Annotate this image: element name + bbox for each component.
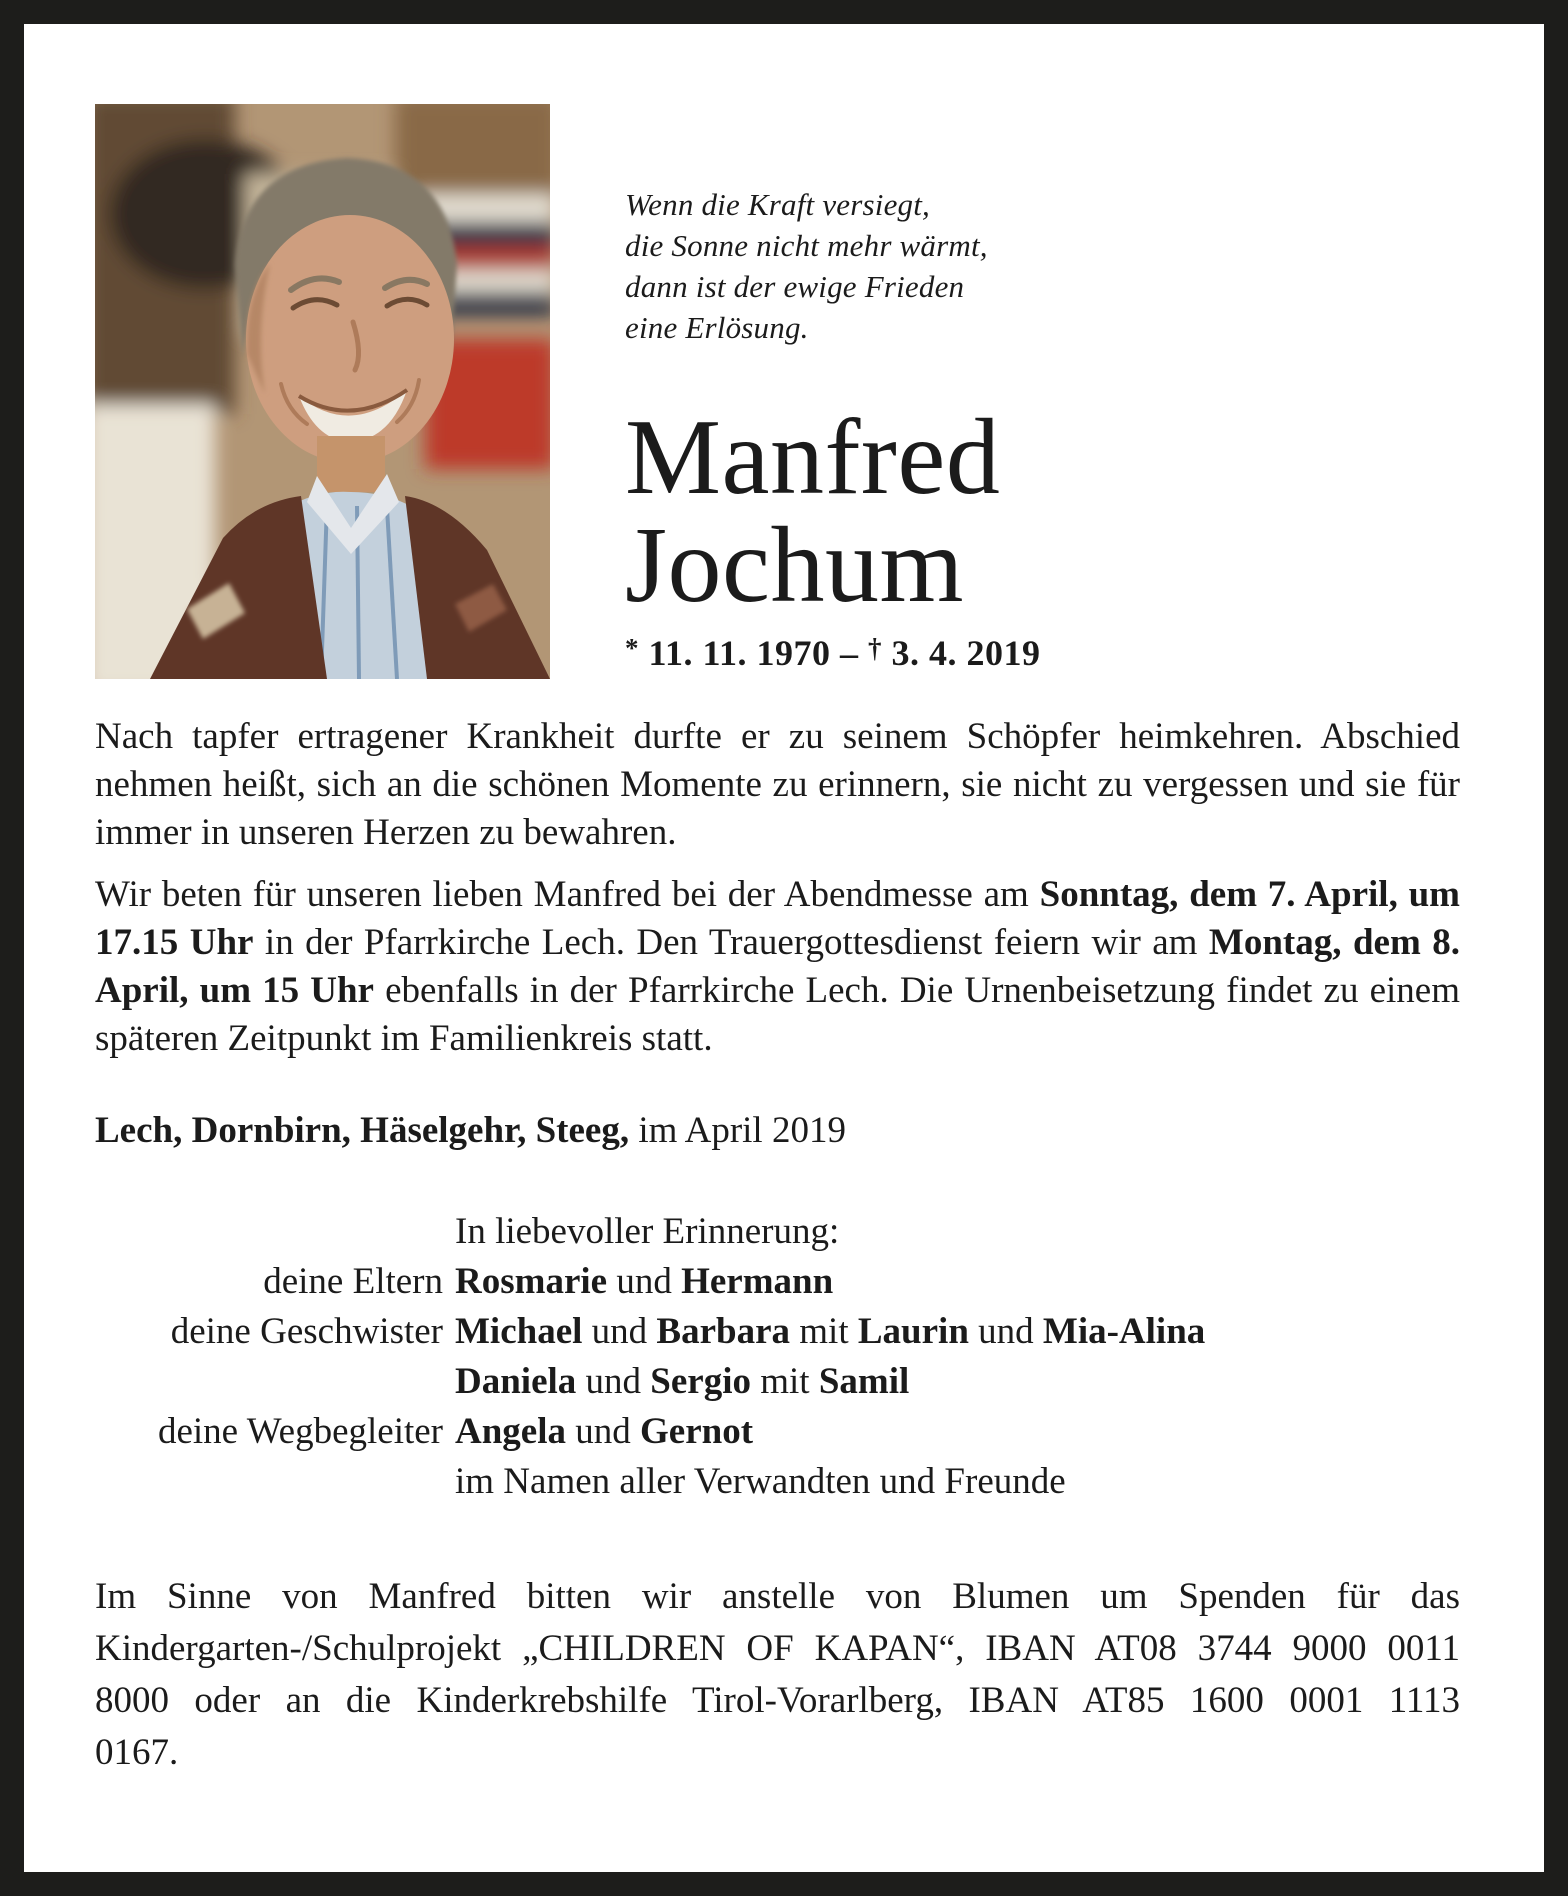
date-separator: –: [840, 633, 859, 673]
poem-line: die Sonne nicht mehr wärmt,: [625, 228, 988, 263]
memorial-row-parents: [95, 1257, 1460, 1307]
birth-date: 11. 11. 1970: [648, 633, 831, 673]
places-date-line: Lech, Dornbirn, Häselgehr, Steeg, im April 2019: [95, 1110, 846, 1151]
life-dates: [625, 632, 1460, 674]
memorial-names: Daniela und Sergio mit Samil: [455, 1361, 910, 1402]
memorial-role: deine Geschwister: [170, 1311, 443, 1352]
memorial-section: [95, 1207, 1460, 1507]
memorial-role: deine Wegbegleiter: [157, 1411, 443, 1452]
memorial-names: Angela und Gernot: [455, 1411, 754, 1452]
birth-symbol: *: [625, 633, 639, 663]
portrait-photo: [95, 104, 550, 679]
memorial-names: Michael und Barbara mit Laurin und Mia-Alina: [455, 1311, 1206, 1352]
memorial-role: [95, 1457, 443, 1507]
memorial-row-all-relatives: [95, 1457, 1460, 1507]
memorial-names: im Namen aller Verwandten und Freunde: [455, 1461, 1066, 1502]
deceased-first-name: Manfred: [625, 398, 1001, 517]
donation-paragraph: Im Sinne von Manfred bitten wir anstelle von Blumen um Spenden für das Kindergarten-/Schulprojekt „CHILDREN OF KAPAN“, IBAN AT08 3744 9000 0011 8000 oder an die Kinderkrebshilfe Tirol-Vorarlberg, IBAN AT85 1600 0001 1113 0167.: [95, 1576, 1460, 1773]
memorial-heading: In liebevoller Erinnerung:: [455, 1211, 840, 1252]
poem-line: dann ist der ewige Frieden: [625, 269, 965, 304]
memorial-role: deine Eltern: [263, 1261, 443, 1302]
portrait-photo-illustration: [95, 104, 550, 679]
header-text-column: [625, 104, 1460, 674]
memorial-poem: [625, 184, 1460, 348]
death-date: 3. 4. 2019: [891, 633, 1041, 673]
header-section: [95, 104, 1460, 679]
poem-line: Wenn die Kraft versiegt,: [625, 187, 931, 222]
memorial-row-siblings: [95, 1307, 1460, 1357]
memorial-row-siblings-2: [95, 1357, 1460, 1407]
memorial-role: [95, 1357, 443, 1407]
deceased-name: [625, 398, 1460, 625]
death-symbol: †: [868, 633, 883, 663]
memorial-row-companions: [95, 1407, 1460, 1457]
services-paragraph: Wir beten für unseren lieben Manfred bei der Abendmesse am Sonntag, dem 7. April, um 17.15 Uhr in der Pfarrkirche Lech. Den Trauergottesdienst feiern wir am Montag, dem 8. April, um 15 Uhr ebenfalls in der Pfarrkirche Lech. Die Urnenbeisetzung findet zu einem späteren Zeitpunkt im Familienkreis statt.: [95, 874, 1460, 1059]
memorial-names: Rosmarie und Hermann: [455, 1261, 834, 1302]
poem-line: eine Erlösung.: [625, 310, 809, 345]
deceased-last-name: Jochum: [625, 506, 964, 625]
intro-paragraph: Nach tapfer ertragener Krankheit durfte er zu seinem Schöpfer heimkehren. Abschied nehmen heißt, sich an die schönen Momente zu erinnern, sie nicht zu vergessen und sie für immer in unseren Herzen zu bewahren.: [95, 716, 1460, 853]
